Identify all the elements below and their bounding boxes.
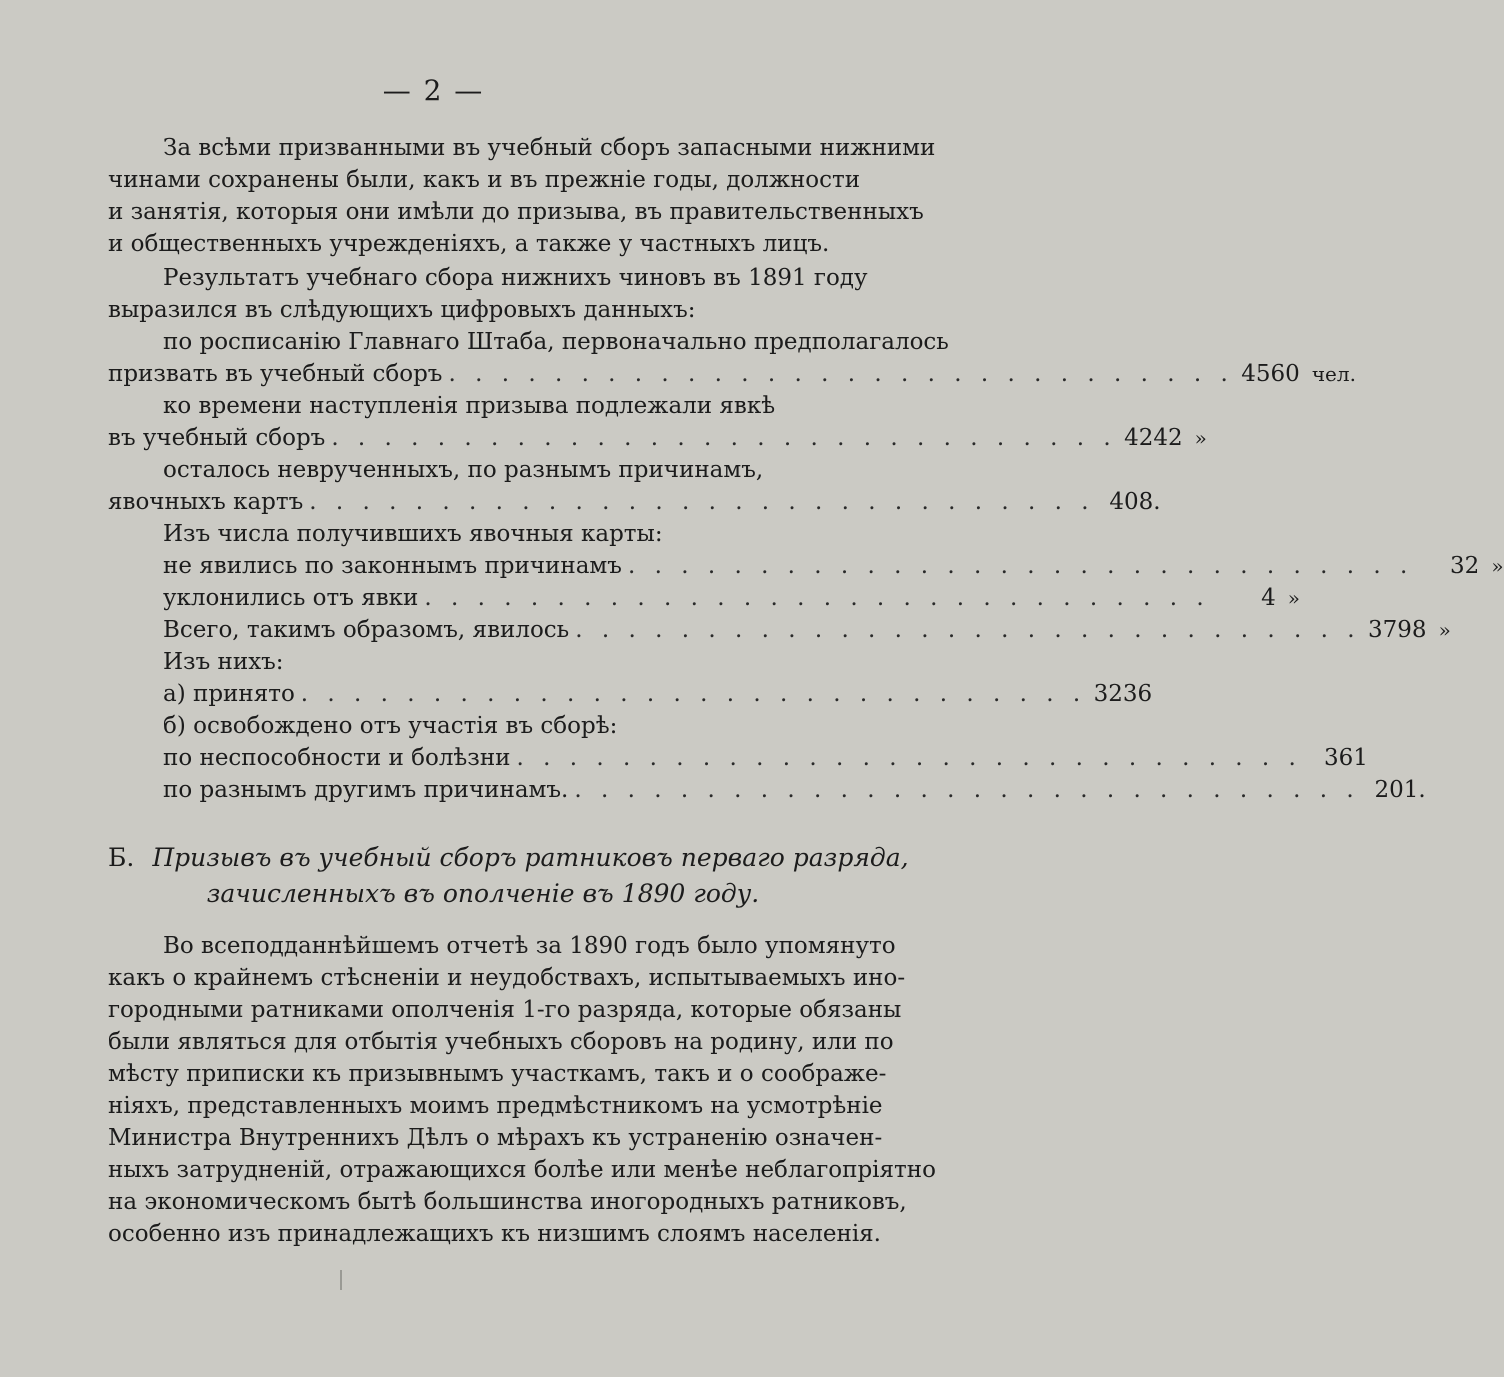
dot-leader: . . . . . . . . . . . . . . . . . . . . . . . . . . . . . .: [300, 681, 1087, 707]
text-line: Результатъ учебнаго сбора нижнихъ чиновъ въ 1891 году: [163, 265, 868, 291]
text-line: городными ратниками ополченія 1-го разряда, которые обязаны: [108, 997, 902, 1023]
paragraph-1: [108, 132, 936, 260]
dot-leader: . . . . . . . . . . . . . . . . . . . . . . . . . . . . . .: [575, 617, 1361, 643]
statistics-list: [108, 326, 1504, 806]
section-title: Призывъ въ учебный сборъ ратниковъ перваго разряда,: [152, 843, 909, 872]
stat-label: Всего, такимъ образомъ, явилось: [163, 617, 570, 643]
text-line: какъ о крайнемъ стѣсненіи и неудобствахъ, испытываемыхъ ино-: [108, 965, 906, 991]
text-line: За всѣми призванными въ учебный сборъ запасными нижними: [163, 135, 936, 161]
text-line: чинами сохранены были, какъ и въ прежніе годы, должности: [108, 167, 861, 193]
stat-label: въ учебный сборъ: [108, 425, 326, 451]
text-line: ніяхъ, представленныхъ моимъ предмѣстникомъ на усмотрѣніе: [108, 1093, 883, 1119]
stat-unit: »: [1194, 426, 1207, 450]
dot-leader: . . . . . . . . . . . . . . . . . . . . . . . . . . . . . .: [331, 425, 1117, 451]
stat-value: 408.: [1109, 489, 1161, 515]
stat-value: 32: [1450, 553, 1480, 579]
text-line: на экономическомъ бытѣ большинства иногородныхъ ратниковъ,: [108, 1189, 907, 1215]
stat-heading: б) освобождено отъ участія въ сборѣ:: [163, 713, 618, 739]
stat-row-due: [108, 422, 1207, 454]
stat-label: не явились по законнымъ причинамъ: [163, 553, 622, 579]
section-letter: Б.: [108, 843, 135, 872]
paragraph-3: [108, 930, 936, 1250]
stat-value: 361: [1323, 745, 1368, 771]
stat-heading: Изъ нихъ:: [163, 649, 284, 675]
text-line: и общественныхъ учрежденіяхъ, а также у частныхъ лицъ.: [108, 231, 830, 257]
page-number: — 2 —: [382, 74, 485, 107]
section-heading-line-2: зачисленныхъ въ ополченіе въ 1890 году.: [206, 879, 760, 908]
section-heading-line-1: [108, 840, 909, 876]
stat-unit: »: [1287, 586, 1300, 610]
dot-leader: . . . . . . . . . . . . . . . . . . . . . . . . . . . . . .: [448, 361, 1234, 387]
dot-leader: . . . . . . . . . . . . . . . . . . . . . . . . . . . . . .: [309, 489, 1095, 515]
text-line: ныхъ затрудненій, отражающихся болѣе или менѣе неблагопріятно: [108, 1157, 936, 1183]
stat-label: а) принято: [163, 681, 295, 707]
stat-value: 3236: [1093, 681, 1153, 707]
text-line: и занятія, которыя они имѣли до призыва, въ правительственныхъ: [108, 199, 924, 225]
stat-row-undelivered: [108, 486, 1161, 518]
stat-row-excused: [108, 550, 1504, 582]
stat-label: по разнымъ другимъ причинамъ.: [163, 777, 569, 803]
stat-heading: Изъ числа получившихъ явочныя карты:: [163, 521, 663, 547]
text-line: Министра Внутреннихъ Дѣлъ о мѣрахъ къ устраненію означен-: [108, 1125, 883, 1151]
stat-unit: »: [1491, 554, 1504, 578]
stat-label: явочныхъ картъ: [108, 489, 304, 515]
text-line: выразился въ слѣдующихъ цифровыхъ данныхъ:: [108, 297, 696, 323]
stat-value: 201.: [1374, 777, 1426, 803]
stat-heading: ко времени наступленія призыва подлежали явкѣ: [163, 393, 776, 419]
dot-leader: . . . . . . . . . . . . . . . . . . . . . . . . . . . . . .: [516, 745, 1302, 771]
stat-row-evaded: [108, 582, 1300, 614]
stat-label: по неспособности и болѣзни: [163, 745, 511, 771]
stat-row-total: [108, 614, 1451, 646]
dot-leader: . . . . . . . . . . . . . . . . . . . . . . . . . . . . . .: [627, 553, 1414, 579]
stat-unit: чел.: [1311, 362, 1356, 386]
stat-value: 3798: [1368, 617, 1427, 643]
scan-mark: [340, 1270, 342, 1290]
text-line: особенно изъ принадлежащихъ къ низшимъ слоямъ населенія.: [108, 1221, 881, 1247]
stat-row-summoned: [108, 358, 1356, 390]
text-line: Во всеподданнѣйшемъ отчетѣ за 1890 годъ было упомянуто: [163, 933, 896, 959]
stat-heading: осталось неврученныхъ, по разнымъ причинамъ,: [163, 457, 764, 483]
stat-value: 4242: [1124, 425, 1183, 451]
text-line: мѣсту приписки къ призывнымъ участкамъ, такъ и о соображе-: [108, 1061, 887, 1087]
section-heading: [108, 840, 909, 912]
schedule-line: по росписанію Главнаго Штаба, первоначально предполагалось: [163, 329, 949, 355]
text-line: были являться для отбытія учебныхъ сборовъ на родину, или по: [108, 1029, 894, 1055]
stat-row-accepted: [108, 678, 1153, 710]
dot-leader: . . . . . . . . . . . . . . . . . . . . . . . . . . . . . .: [424, 585, 1210, 611]
stat-value: 4560: [1241, 361, 1300, 387]
stat-unit: »: [1438, 618, 1451, 642]
stat-value: 4: [1261, 585, 1276, 611]
paragraph-2: [108, 262, 868, 326]
stat-label: призвать въ учебный сборъ: [108, 361, 443, 387]
stat-row-illness: [108, 742, 1368, 774]
dot-leader: . . . . . . . . . . . . . . . . . . . . . . . . . . . . . .: [574, 777, 1360, 803]
stat-label: уклонились отъ явки: [163, 585, 419, 611]
stat-row-other: [108, 774, 1426, 806]
